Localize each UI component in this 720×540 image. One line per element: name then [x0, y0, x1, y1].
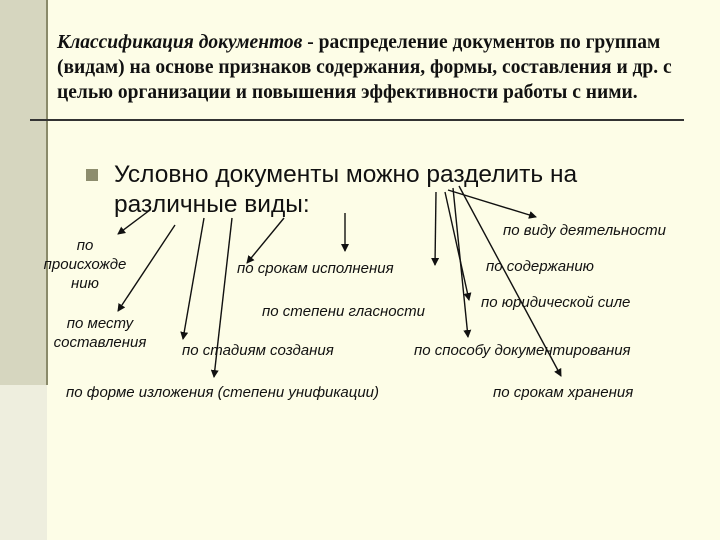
category-origin-line-2: происхожде [43, 256, 127, 273]
category-publicity: по степени гласности [262, 303, 425, 320]
category-storage: по срокам хранения [493, 384, 634, 401]
category-legal: по юридической силе [481, 294, 631, 311]
category-deadlines: по срокам исполнения [237, 260, 394, 277]
category-origin [33, 236, 137, 293]
category-stages: по стадиям создания [182, 342, 334, 359]
category-origin-line-1: по [76, 237, 94, 254]
arrow-to-activity [448, 190, 536, 217]
definition-body: - распределение документов по группам (видам) на основе признаков содержания, формы, составления и др. с целью организации и повышения эффективности работы с ними. [57, 32, 672, 103]
arrow-to-deadlines [247, 218, 284, 263]
bullet-line-1: Условно документы можно разделить на [114, 161, 578, 188]
category-place-line-1: по месту [66, 315, 134, 332]
category-method: по способу документирования [414, 342, 631, 359]
arrow-to-legal [445, 192, 469, 300]
arrow-to-method [453, 188, 468, 337]
category-place-line-2: составления [53, 334, 147, 351]
category-origin-line-3: нию [71, 275, 99, 292]
definition-term: Классификация документов [57, 32, 303, 53]
category-place [38, 314, 162, 352]
arrow-to-origin [118, 210, 150, 234]
arrow-to-stages [183, 218, 204, 339]
category-form: по форме изложения (степени унификации) [66, 384, 380, 401]
category-content: по содержанию [486, 258, 594, 275]
arrow-to-content [435, 192, 436, 265]
category-activity: по виду деятельности [503, 222, 666, 239]
bullet-line-2: различные виды: [114, 191, 310, 218]
